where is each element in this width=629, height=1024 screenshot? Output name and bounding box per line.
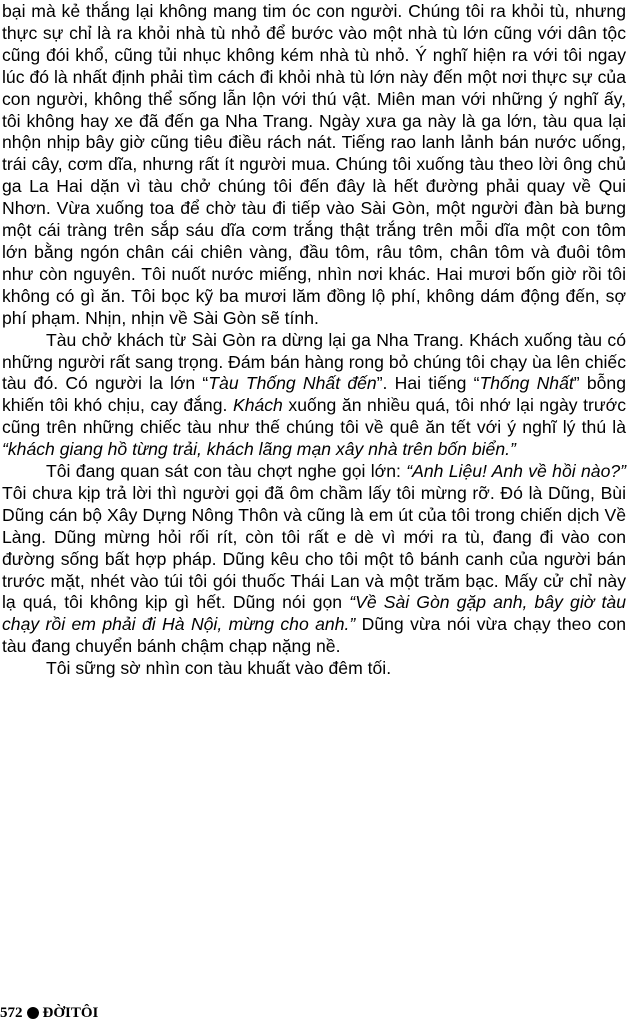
page-number: 572 xyxy=(0,1005,23,1021)
italic-text-run: Thống Nhất xyxy=(479,373,574,394)
text-run: ”. Hai tiếng “ xyxy=(376,373,480,394)
paragraph xyxy=(2,658,626,680)
text-run: ” bỗng khiến tôi khó chịu, cay đắng. xyxy=(2,373,626,416)
page-body-text xyxy=(2,1,626,680)
text-run: bại mà kẻ thắng lại không mang tim óc con người. Chúng tôi ra khỏi tù, nhưng thực sự chỉ là ra khỏi nhà tù nhỏ để bước vào một nhà tù lớn cũng với dân tộc cũng đói khổ, cũng tủi nhục không kém nhà tù nhỏ. Ý nghĩ hiện ra với tôi ngay lúc đó là nhất định phải tìm cách đi khỏi nhà tù lớn này đến một nơi thực sự của con người, không thể sống lẫn lộn với thú vật. Miên man với những ý nghĩ ấy, tôi không hay xe đã đến ga Nha Trang. Ngày xưa ga này là ga lớn, tàu qua lại nhộn nhịp bây giờ cũng tiêu điều rách nát. Tiếng rao lanh lảnh bán nước uống, trái cây, cơm dĩa, nhưng rất ít người mua. Chúng tôi xuống tàu theo lời ông chủ ga La Hai dặn vì tàu chở chúng tôi đến đây là hết đường phải quay về Qui Nhơn. Vừa xuống toa để chờ tàu đi tiếp vào Sài Gòn, một người đàn bà bưng một cái tràng trên sắp sáu dĩa cơm trắng thật trắng trên mỗi dĩa một con tôm lớn bằng ngón chân cái chiên vàng, đầu tôm, râu tôm, chân tôm và đuôi tôm như còn nguyên. Tôi nuốt nước miếng, nhìn nơi khác. Hai mươi bốn giờ rồi tôi không có gì ăn. Tôi bọc kỹ ba mươi lăm đồng lộ phí, không dám động đến, sợ phí phạm. Nhịn, nhịn về Sài Gòn sẽ tính. xyxy=(2,1,626,328)
text-run: Tàu chở khách từ Sài Gòn ra dừng lại ga Nha Trang. Khách xuống tàu có những người rất sang trọng. Đám bán hàng rong bỏ chúng tôi chạy ùa lên chiếc tàu đó. Có người la lớn “ xyxy=(2,329,626,394)
paragraph xyxy=(2,330,626,461)
bullet-dot-icon xyxy=(27,1007,39,1019)
text-run: Dũng vừa nói vừa chạy theo con tàu đang chuyển bánh chậm chạp nặng nề. xyxy=(2,614,627,657)
italic-text-run: “khách giang hồ từng trải, khách lãng mạn xây nhà trên bốn biển.” xyxy=(2,439,516,460)
book-title: ĐỜITÔI xyxy=(42,1005,99,1021)
paragraph xyxy=(2,1,626,330)
italic-text-run: “Anh Liệu! Anh về hồi nào?” xyxy=(406,461,626,482)
page-footer xyxy=(0,1004,98,1022)
text-run: xuống ăn nhiều quá, tôi nhớ lại ngày trước cũng trên những chiếc tàu như thế chúng tôi về quê ăn tết với ý nghĩ lý thú là xyxy=(2,395,626,438)
italic-text-run: Khách xyxy=(232,395,283,416)
italic-text-run: “Về Sài Gòn gặp anh, bây giờ tàu chạy rồi em phải đi Hà Nội, mừng cho anh.” xyxy=(2,592,626,635)
text-run: Tôi chưa kịp trả lời thì người gọi đã ôm chầm lấy tôi mừng rỡ. Đó là Dũng, Bùi Dũng cán bộ Xây Dựng Nông Thôn và cũng là em út của tôi trong chiến dịch Về Làng. Dũng mừng hỏi rối rít, còn tôi rất e dè vì mới ra tù, đang đi vào con đường sống bất hợp pháp. Dũng kêu cho tôi một tô bánh canh của người bán trước mặt, nhét vào túi tôi gói thuốc Thái Lan và một trăm bạc. Mấy cử chỉ này lạ quá, tôi không kịp gì hết. Dũng nói gọn xyxy=(2,482,626,613)
italic-text-run: Tàu Thống Nhất đến xyxy=(208,373,377,394)
text-run: Tôi đang quan sát con tàu chợt nghe gọi lớn: xyxy=(46,461,407,482)
paragraph xyxy=(2,461,626,658)
text-run: Tôi sững sờ nhìn con tàu khuất vào đêm tối. xyxy=(46,658,392,679)
